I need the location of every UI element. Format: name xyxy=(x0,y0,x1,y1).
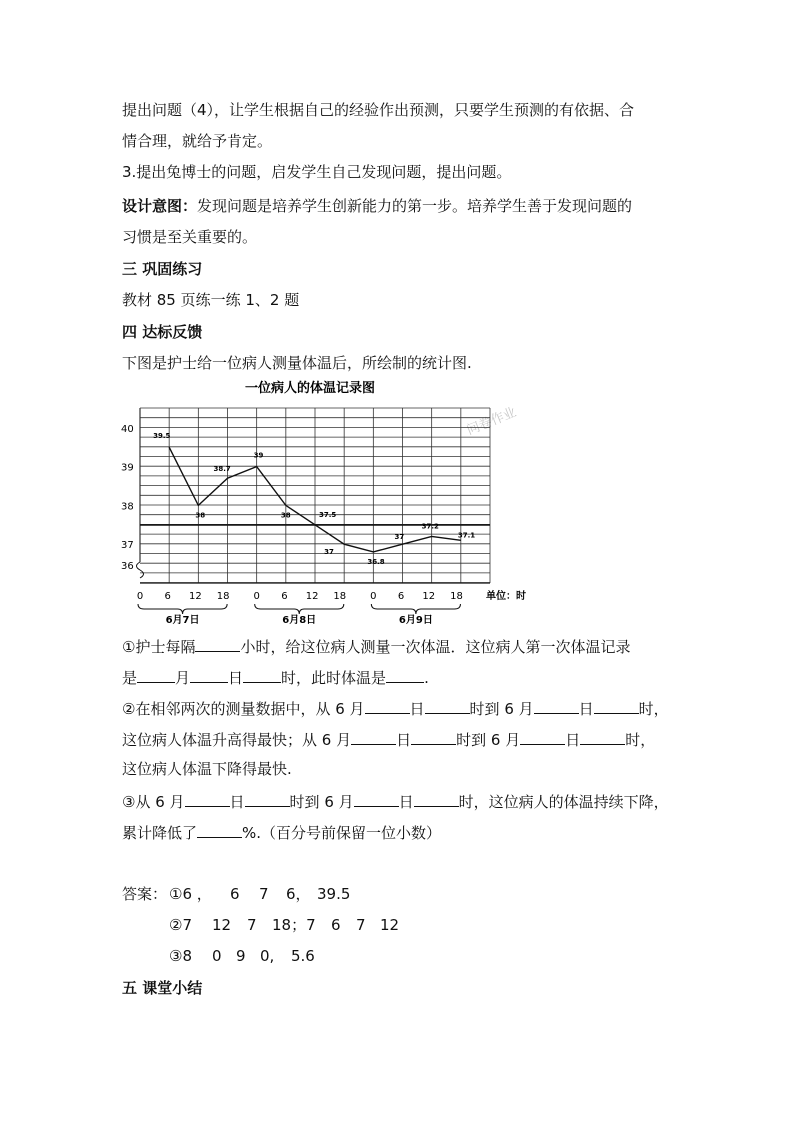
q2-text: 时到 6 月 xyxy=(469,700,534,718)
q2-text: 时， xyxy=(638,700,669,718)
y-tick-label: 38 xyxy=(121,501,134,513)
temperature-chart xyxy=(118,380,538,630)
point-label: 37 xyxy=(324,548,334,557)
point-label: 38.7 xyxy=(213,465,231,474)
answer-blank[interactable] xyxy=(411,728,456,745)
answer-blank[interactable] xyxy=(195,635,240,652)
day-labels xyxy=(166,613,433,626)
answer-blank[interactable] xyxy=(197,821,242,838)
answer-1-item: 39.5 xyxy=(317,885,351,903)
answer-2-item: ②7 xyxy=(169,916,192,934)
q2-text: 日 xyxy=(565,731,581,749)
unit-label: 单位：时 xyxy=(486,591,526,602)
q3-text: ③从 6 月 xyxy=(122,793,185,811)
answer-3-item: 5.6 xyxy=(291,947,315,965)
answer-3-item: 0 xyxy=(212,947,222,965)
day-brace xyxy=(371,604,460,614)
design-intent xyxy=(122,196,632,216)
question-2-line-1 xyxy=(122,697,669,719)
q2-text: 时到 6 月 xyxy=(456,731,521,749)
y-tick-labels xyxy=(121,424,134,572)
q3-text: 累计降低了 xyxy=(122,824,198,842)
answer-blank[interactable] xyxy=(425,697,470,714)
answer-label: 答案： xyxy=(122,885,168,903)
q1-text: 月 xyxy=(175,669,191,687)
design-intent-label: 设计意图： xyxy=(122,197,198,215)
q1-text: 是 xyxy=(122,669,138,687)
answer-blank[interactable] xyxy=(386,666,424,683)
point-label: 37 xyxy=(394,533,405,542)
q3-text: 时到 6 月 xyxy=(289,793,354,811)
day-brace xyxy=(255,604,344,614)
chart-intro: 下图是护士给一位病人测量体温后，所绘制的统计图. xyxy=(122,354,472,372)
answer-2-item: 12 xyxy=(212,916,232,934)
answer-3-item: ③8 xyxy=(169,947,192,965)
answer-3-item: 0, xyxy=(260,947,275,965)
text-line: 教材 85 页练一练 1、2 题 xyxy=(122,291,300,309)
question-2-line-2 xyxy=(122,728,655,750)
q2-text: 日 xyxy=(578,700,594,718)
answer-blank[interactable] xyxy=(365,697,410,714)
watermark-text: 问卷作业 xyxy=(464,405,519,439)
x-tick-label: 0 xyxy=(253,591,260,602)
chart-grid xyxy=(140,408,490,583)
answer-blank[interactable] xyxy=(580,728,625,745)
answer-2-item: 18；7 xyxy=(272,916,316,934)
y-tick-label: 39 xyxy=(121,462,134,474)
x-tick-label: 0 xyxy=(370,591,377,602)
x-tick-label: 12 xyxy=(305,591,319,602)
answer-blank[interactable] xyxy=(520,728,565,745)
design-intent-text: 发现问题是培养学生创新能力的第一步。培养学生善于发现问题的 xyxy=(197,197,633,215)
day-label: 6月8日 xyxy=(282,615,317,626)
question-3-line-1 xyxy=(122,790,669,812)
q2-text: 日 xyxy=(396,731,412,749)
x-tick-label: 6 xyxy=(164,591,171,602)
axis-break-icon xyxy=(137,562,144,578)
q3-text: 日 xyxy=(398,793,414,811)
y-tick-label: 36 xyxy=(121,561,134,572)
q1-text: 小时，给这位病人测量一次体温．这位病人第一次体温记录 xyxy=(240,638,631,656)
x-tick-label: 18 xyxy=(333,591,347,602)
x-tick-labels xyxy=(137,591,463,602)
answer-blank[interactable] xyxy=(137,666,175,683)
point-label: 39.5 xyxy=(153,432,171,441)
x-tick-label: 12 xyxy=(422,591,436,602)
q1-text: . xyxy=(424,669,429,687)
answer-1-item: 6 xyxy=(230,885,240,903)
q2-text: 这位病人体温升高得最快；从 6 月 xyxy=(122,731,352,749)
point-label: 38 xyxy=(195,511,206,520)
x-tick-label: 18 xyxy=(216,591,230,602)
q2-text: 日 xyxy=(409,700,425,718)
answer-2-item: 12 xyxy=(380,916,400,934)
question-1-line-2 xyxy=(122,666,429,688)
text-line: 3.提出兔博士的问题，启发学生自己发现问题，提出问题。 xyxy=(122,163,512,181)
point-labels xyxy=(153,432,475,566)
section-heading-5: 五 课堂小结 xyxy=(122,979,203,997)
q1-text: ①护士每隔 xyxy=(122,638,196,656)
answer-1-item: 6， xyxy=(286,885,311,903)
y-tick-label: 37 xyxy=(121,540,134,552)
section-heading-4: 四 达标反馈 xyxy=(122,323,203,341)
question-2-line-3: 这位病人体温下降得最快. xyxy=(122,760,292,778)
text-line: 习惯是至关重要的。 xyxy=(122,228,258,246)
day-brace xyxy=(138,604,227,614)
answer-blank[interactable] xyxy=(414,790,459,807)
day-label: 6月9日 xyxy=(398,615,433,626)
point-label: 38 xyxy=(280,511,291,520)
answer-blank[interactable] xyxy=(243,666,281,683)
x-tick-label: 6 xyxy=(281,591,288,602)
x-tick-label: 0 xyxy=(136,591,144,602)
q3-text: %.（百分号前保留一位小数） xyxy=(242,824,442,842)
section-heading-3: 三 巩固练习 xyxy=(122,260,203,278)
point-label: 37.2 xyxy=(421,522,439,531)
q1-text: 时，此时体温是 xyxy=(281,669,387,687)
answer-blank[interactable] xyxy=(594,697,639,714)
question-1-line-1 xyxy=(122,635,630,657)
q3-text: 日 xyxy=(229,793,245,811)
x-tick-label: 18 xyxy=(450,591,463,602)
q1-text: 日 xyxy=(228,669,244,687)
day-braces xyxy=(138,604,460,614)
q3-text: 时，这位病人的体温持续下降， xyxy=(458,793,669,811)
chart-title: 一位病人的体温记录图 xyxy=(244,381,376,396)
y-tick-label: 40 xyxy=(121,423,134,435)
answer-blank[interactable] xyxy=(190,666,228,683)
answer-2-item: 6 xyxy=(331,916,341,934)
point-label: 36.8 xyxy=(367,557,385,566)
answer-blank[interactable] xyxy=(185,790,230,807)
day-label: 6月7日 xyxy=(165,615,200,626)
point-label: 39 xyxy=(253,451,264,460)
question-3-line-2 xyxy=(122,821,441,843)
answer-2-item: 7 xyxy=(247,916,257,934)
x-tick-label: 12 xyxy=(189,591,202,602)
x-tick-label: 6 xyxy=(397,591,405,602)
answer-blank[interactable] xyxy=(351,728,396,745)
q2-text: 时， xyxy=(625,731,656,749)
text-line: 情合理，就给予肯定。 xyxy=(122,132,273,150)
point-label: 37.1 xyxy=(457,531,476,540)
answer-blank[interactable] xyxy=(534,697,579,714)
point-label: 37.5 xyxy=(319,510,337,519)
answer-blank[interactable] xyxy=(245,790,290,807)
text-line: 提出问题（4），让学生根据自己的经验作出预测，只要学生预测的有依据、合 xyxy=(122,101,635,119)
answer-1-item: ①6 ， xyxy=(169,885,212,903)
q2-text: ②在相邻两次的测量数据中，从 6 月 xyxy=(122,700,365,718)
answer-1-item: 7 xyxy=(259,885,269,903)
answer-2-item: 7 xyxy=(356,916,366,934)
answer-3-item: 9 xyxy=(236,947,246,965)
answer-blank[interactable] xyxy=(354,790,399,807)
